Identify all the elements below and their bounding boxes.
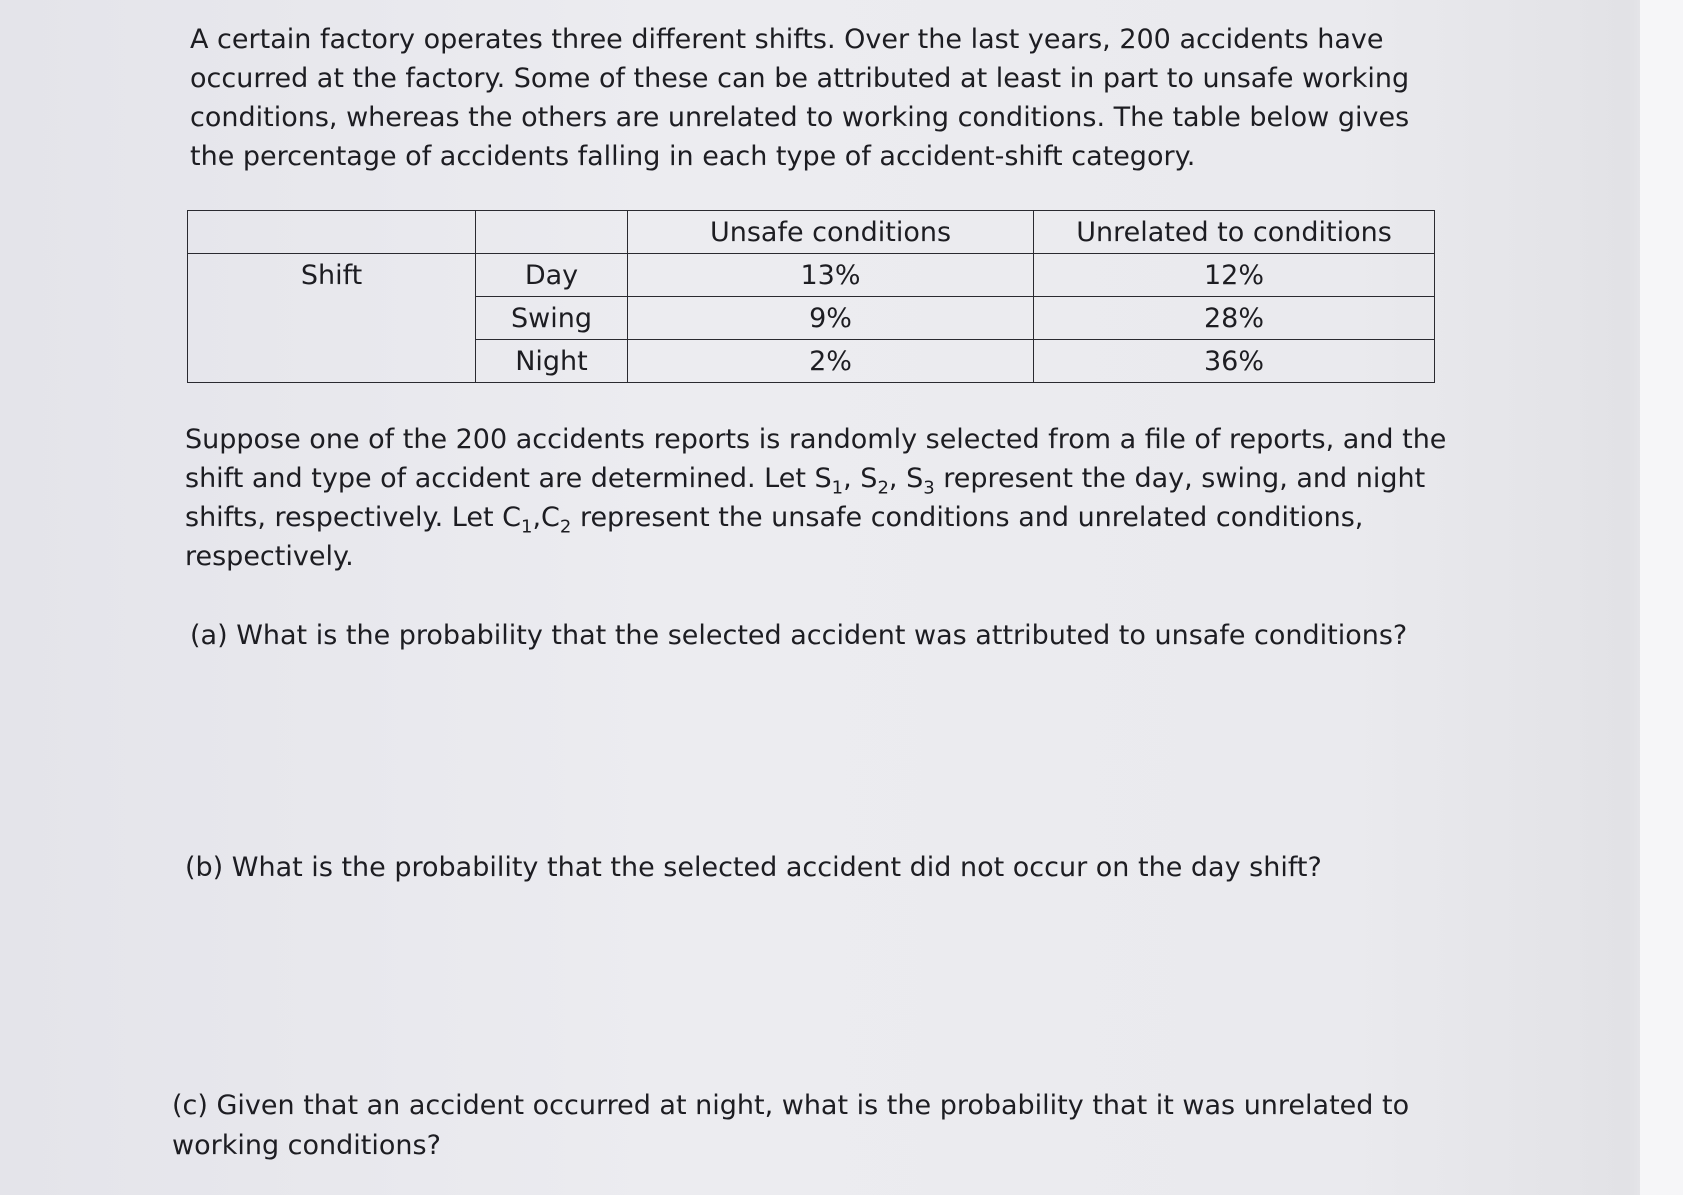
shift-name-cell: Day <box>476 254 628 297</box>
s3-subscript: 3 <box>923 477 935 499</box>
s-symbol: S <box>906 463 924 494</box>
table-header-cell <box>476 211 628 254</box>
intro-paragraph: A certain factory operates three different shifts. Over the last years, 200 accidents have occurred at the factory. Some of these can be attributed at least in part to unsafe working conditions, whereas the others are unrelated to working conditions. The table below gives the percentage of accidents falling in each type of accident-shift category. <box>190 24 1410 172</box>
shift-name-cell: Swing <box>476 297 628 340</box>
question-a: (a) What is the probability that the selected accident was attributed to unsafe conditions? <box>190 620 1408 651</box>
unsafe-value-cell: 13% <box>628 254 1034 297</box>
s1-subscript: 1 <box>831 477 844 499</box>
accident-table <box>187 210 1435 383</box>
c1-subscript: 1 <box>521 516 533 538</box>
c2-subscript: 2 <box>559 516 572 538</box>
unsafe-value-cell: 2% <box>628 340 1034 383</box>
question-c: (c) Given that an accident occurred at night, what is the probability that it was unrelated to working conditions? <box>172 1090 1410 1161</box>
table-header-unrelated: Unrelated to conditions <box>1034 211 1435 254</box>
s2-subscript: 2 <box>877 477 889 499</box>
c-symbol: C <box>502 502 521 533</box>
table-row <box>188 254 1435 297</box>
page-edge <box>1640 0 1683 1195</box>
unsafe-value-cell: 9% <box>628 297 1034 340</box>
unrelated-value-cell: 28% <box>1034 297 1435 340</box>
s-symbol: S <box>814 463 832 494</box>
table-header-row <box>188 211 1435 254</box>
table-header-unsafe: Unsafe conditions <box>628 211 1034 254</box>
suppose-text-1: Suppose one of the 200 accidents reports is randomly selected from a file of reports, and the shift and type of accident are determined. Let <box>185 424 1447 494</box>
shift-label-cell: Shift <box>188 254 476 383</box>
shift-name-cell: Night <box>476 340 628 383</box>
table-header-cell <box>188 211 476 254</box>
unrelated-value-cell: 12% <box>1034 254 1435 297</box>
unrelated-value-cell: 36% <box>1034 340 1435 383</box>
c-symbol: C <box>541 502 560 533</box>
suppose-paragraph: Suppose one of the 200 accidents reports is randomly selected from a file of reports, and the shift and type of accident are determined. Let $S_1$, $S_2$, $S_3$ represent the day, swing, and night shifts, respectively. Let $C_1,C_2$ represent the unsafe conditions and unrelated conditions, respectively. <box>185 424 1447 572</box>
s-symbol: S <box>860 463 878 494</box>
suppose-text-2: represent the day, swing, and night shifts, respectively. Let <box>185 463 1426 533</box>
suppose-text-3: represent the unsafe conditions and unrelated conditions, respectively. <box>185 502 1364 572</box>
question-b: (b) What is the probability that the selected accident did not occur on the day shift? <box>185 852 1322 883</box>
